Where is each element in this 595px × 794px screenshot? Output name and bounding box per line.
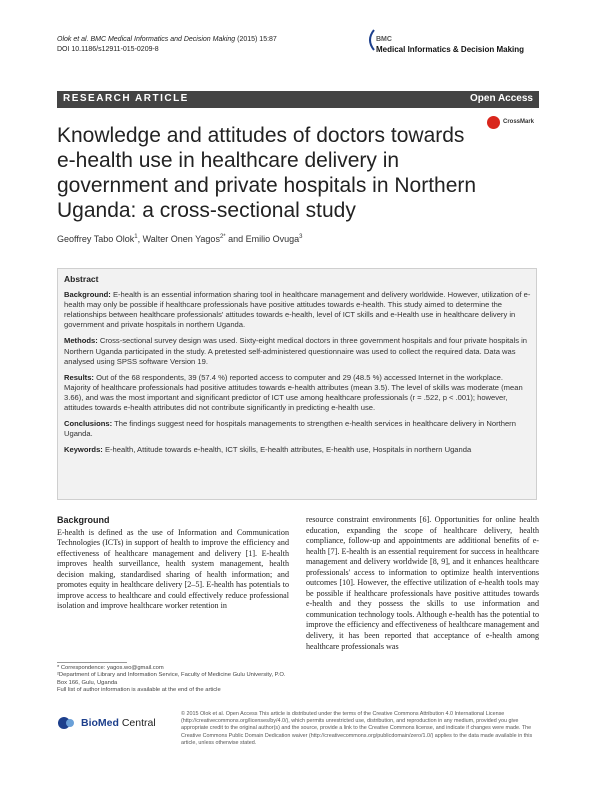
citation-volume: (2015) 15:87 [235, 36, 277, 43]
license-text: © 2015 Olok et al. Open Access This article is distributed under the terms of the Creative Commons Attribution 4.0 International License (http://creativecommons.org/licenses/by/4.0/), which permits unrestricted use, distribution, and reproduction in any medium, provided you give appropriate credit to the original author(s) and the source, provide a link to the Creative Commons license, and indicate if changes were made. The Creative Commons Public Domain Dedication waiver (http://creativecommons.org/publicdomain/zero/1.0/) applies to the data made available in this article, unless otherwise stated. [181, 711, 533, 746]
publisher-name-rest: Central [118, 717, 156, 729]
abstract-text: Cross-sectional survey design was used. Sixty-eight medical doctors in three government hospitals and four private hospitals in Northern Uganda participated in the study. A pretested self-administered questionnaire was used to collect the required data. Data was analysed using SPSS software Version 19. [64, 336, 528, 366]
abstract-text: E-health is an essential information sharing tool in healthcare management and delivery worldwide. However, utilization of e-health may only be possible if healthcare professionals have positive attitudes towards e-health. This study aimed to determine the relationships between healthcare professionals' attitudes towards e-health, level of ICT skills and e-Health use in healthcare delivery in government and private hospitals in northern Uganda. [64, 290, 531, 330]
abstract-results [64, 373, 531, 413]
biomed-central-icon [57, 714, 77, 732]
citation-doi[interactable]: DOI 10.1186/s12911-015-0209-8 [57, 45, 159, 53]
abstract-keywords [64, 445, 531, 455]
crossmark-label: CrossMark [503, 119, 535, 125]
body-paragraph: resource constraint environments [6]. Opportunities for online health education, expanding the scope of healthcare delivery, health compliance, follow-up and appointments are additional benefits of e-health [7]. E-health is an essential requirement for success in healthcare management and delivery worldwide [8, 9], and it enhances healthcare professionals' access to information to optimize health interventions outcomes [10]. However, the effective utilization of e-health tools may be possible if healthcare professionals have positive attitudes towards e-health and they possess the skills to use information and communication technology tools. Although e-health has the potential to improve the efficiency and effectiveness of healthcare management and delivery, it has been reported that acceptance of e-health among healthcare professionals was [306, 515, 539, 651]
affiliation-note: ²Department of Library and Information Service, Faculty of Medicine Gulu University, P.O. Box 166, Gulu, Uganda [57, 672, 286, 686]
bmc-swoosh-icon [366, 28, 376, 52]
publisher-name: BioMed [81, 717, 119, 729]
article-title: Knowledge and attitudes of doctors towards e-health use in healthcare delivery in government and private hospitals in Northern Uganda: a cross-sectional study [57, 124, 477, 222]
abstract-label: Methods: [64, 336, 98, 346]
abstract-text: E-health, Attitude towards e-health, ICT skills, E-health attributes, E-health use, Hospitals in northern Uganda [102, 445, 472, 455]
footnotes [57, 665, 289, 694]
article-type-banner [57, 91, 539, 108]
footnote-divider [57, 662, 127, 663]
journal-logo [366, 28, 546, 68]
author-info-note: Full list of author information is available at the end of the article [57, 686, 221, 693]
bmc-label: BMC [376, 36, 392, 43]
article-type: RESEARCH ARTICLE [63, 93, 189, 104]
abstract-methods [64, 336, 531, 366]
abstract-background [64, 290, 531, 330]
crossmark-icon [487, 116, 500, 129]
author-name[interactable]: and Emilio Ovuga [225, 234, 300, 244]
citation-journal: Olok et al. BMC Medical Informatics and Decision Making [57, 36, 236, 43]
abstract-label: Conclusions: [64, 419, 113, 429]
body-paragraph: E-health is defined as the use of Information and Communication Technologies (ICTs) in support of health to improve the efficiency and effectiveness of healthcare management and delivery [1]. E-health improves health surveillance, health system management, health decision making, standardised sharing of health information; and promotes equity in healthcare delivery [2–5]. E-health has potentials to improve access to healthcare and could effectively reduce professional isolation and improve healthcare worker retention in [57, 527, 289, 611]
author-name[interactable]: Geoffrey Tabo Olok [57, 234, 135, 244]
author-affiliation: 3 [299, 234, 303, 240]
author-name[interactable]: , Walter Onen Yagos [137, 234, 220, 244]
abstract-heading: Abstract [64, 274, 99, 284]
abstract-label: Results: [64, 372, 94, 382]
abstract-text: Out of the 68 respondents, 39 (57.4 %) reported access to computer and 29 (48.5 %) accessed Internet in the workplace. Majority of healthcare professionals had positive attitudes towards e-health attributes (mean 3.5). The level of skills was moderate (mean 3.66), and was the most important and significant predictor of ICT use among healthcare professionals (r = .522, p < .001); however, attitudes towards e-health attributes did not contribute significantly in predicting e-health use. [64, 372, 523, 413]
body-column-right [306, 515, 539, 652]
abstract-conclusions [64, 419, 531, 439]
correspondence-email[interactable]: * Correspondence: yagos.wo@gmail.com [57, 665, 164, 671]
publisher-logo [57, 714, 177, 732]
crossmark-button[interactable] [487, 114, 547, 132]
abstract-label: Background: [64, 290, 111, 300]
abstract [64, 274, 531, 461]
journal-name: Medical Informatics & Decision Making [376, 45, 525, 54]
author-affiliation: 1 [134, 234, 138, 240]
author-affiliation: 2* [219, 234, 226, 240]
open-access-badge: Open Access [470, 93, 533, 104]
citation [57, 35, 277, 54]
abstract-text: The findings suggest need for hospitals managements to strengthen e-health services in healthcare delivery in Northern Uganda. [64, 419, 516, 439]
author-list [57, 234, 303, 244]
section-heading: Background [57, 515, 110, 525]
body-column-left [57, 515, 289, 612]
abstract-label: Keywords: [64, 445, 103, 455]
